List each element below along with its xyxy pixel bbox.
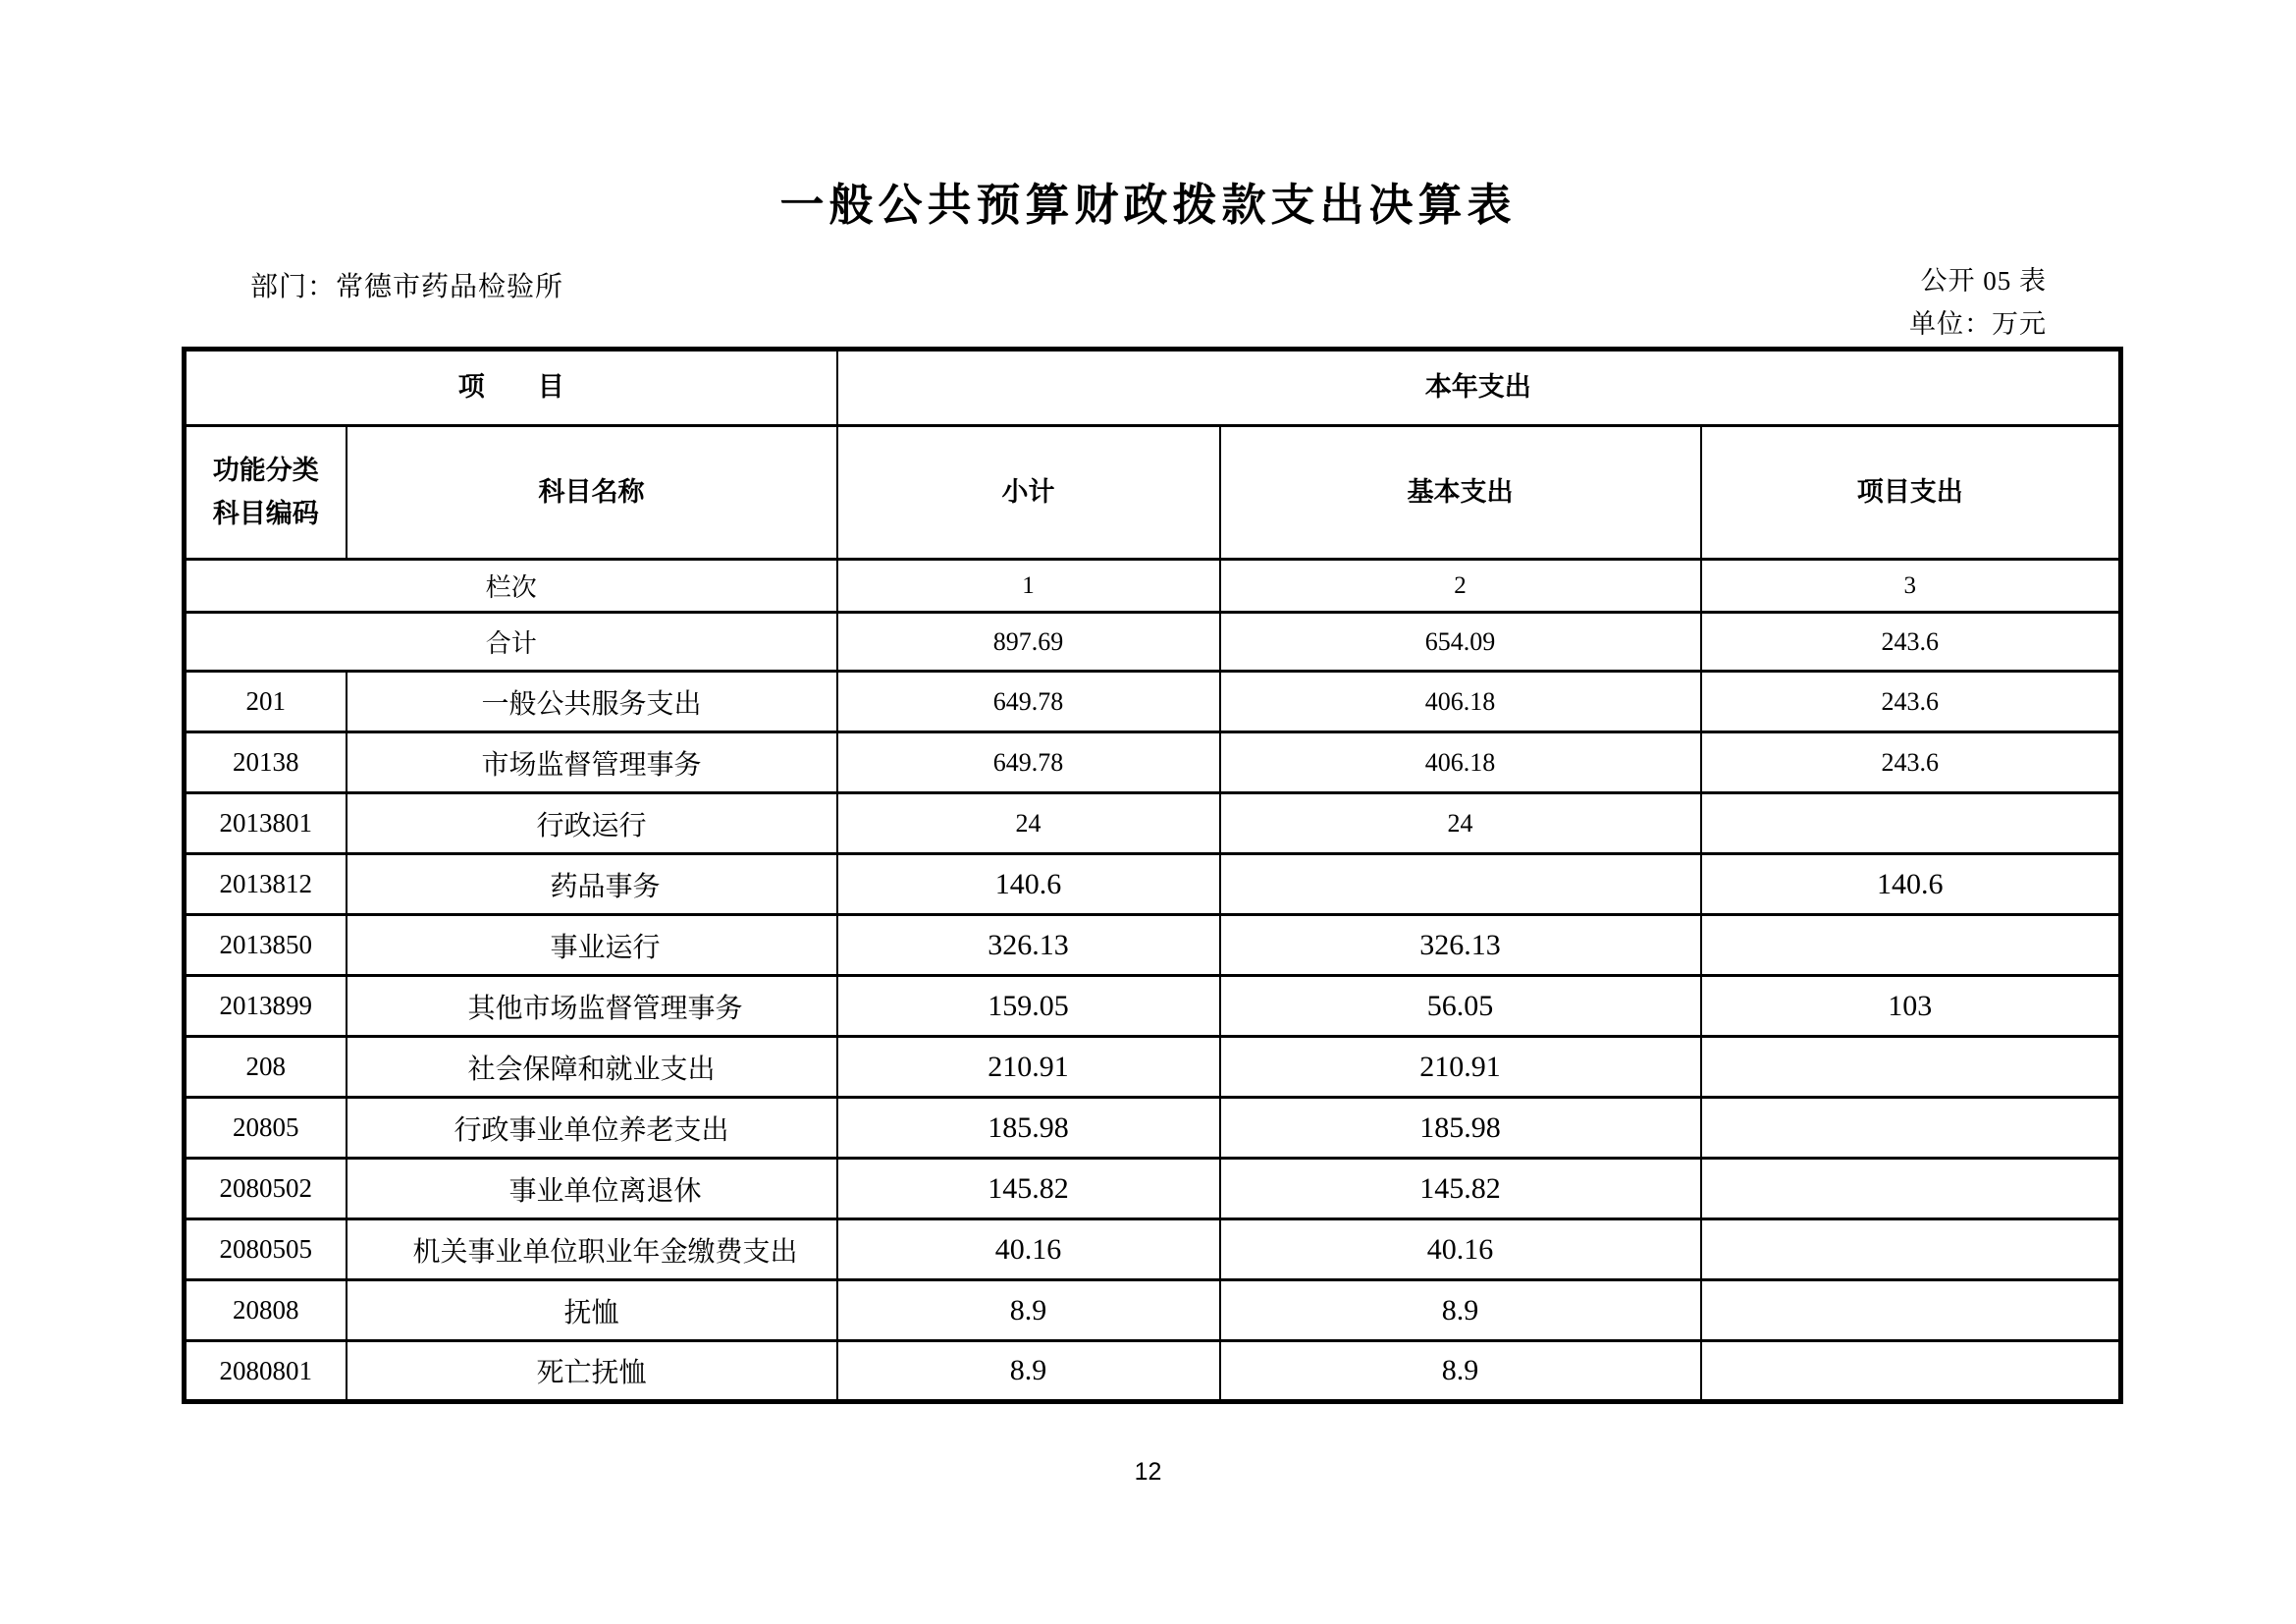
row-code: 2080505 <box>185 1219 347 1280</box>
row-code: 20805 <box>185 1098 347 1159</box>
col-header-subtotal: 小计 <box>837 426 1220 560</box>
cell-basic: 210.91 <box>1220 1037 1701 1098</box>
table-row <box>185 1280 2121 1341</box>
cell-project <box>1701 1098 2121 1159</box>
meta-right-block <box>1909 259 2047 346</box>
row-name: 药品事务 <box>347 854 837 915</box>
cell-basic: 145.82 <box>1220 1159 1701 1219</box>
row-name: 行政事业单位养老支出 <box>347 1098 837 1159</box>
total-subtotal: 897.69 <box>837 613 1220 672</box>
cell-subtotal: 8.9 <box>837 1280 1220 1341</box>
row-name: 市场监督管理事务 <box>347 732 837 793</box>
cell-project: 140.6 <box>1701 854 2121 915</box>
cell-basic: 8.9 <box>1220 1280 1701 1341</box>
row-name: 行政运行 <box>347 793 837 854</box>
table-row <box>185 976 2121 1037</box>
row-code: 20138 <box>185 732 347 793</box>
column-index-row <box>185 560 2121 613</box>
cell-subtotal: 210.91 <box>837 1037 1220 1098</box>
table-row <box>185 1159 2121 1219</box>
function-code-line1: 功能分类 <box>212 456 319 486</box>
table-row <box>185 915 2121 976</box>
table-code-label: 公开 05 表 <box>1920 266 2047 296</box>
table-row <box>185 1341 2121 1402</box>
cell-subtotal: 185.98 <box>837 1098 1220 1159</box>
row-name: 事业运行 <box>347 915 837 976</box>
row-name: 抚恤 <box>347 1280 837 1341</box>
cell-basic: 40.16 <box>1220 1219 1701 1280</box>
header-row-sub <box>185 426 2121 560</box>
cell-basic: 185.98 <box>1220 1098 1701 1159</box>
col-header-basic-expenditure: 基本支出 <box>1220 426 1701 560</box>
function-code-line2: 科目编码 <box>212 498 319 528</box>
budget-table <box>182 347 2123 1404</box>
table-row <box>185 1037 2121 1098</box>
cell-project <box>1701 1037 2121 1098</box>
cell-subtotal: 649.78 <box>837 672 1220 732</box>
col-header-current-year-expenditure: 本年支出 <box>837 350 2121 426</box>
cell-basic: 406.18 <box>1220 672 1701 732</box>
row-name: 其他市场监督管理事务 <box>347 976 837 1037</box>
cell-subtotal: 24 <box>837 793 1220 854</box>
row-code: 208 <box>185 1037 347 1098</box>
cell-project <box>1701 1280 2121 1341</box>
cell-subtotal: 326.13 <box>837 915 1220 976</box>
cell-basic: 56.05 <box>1220 976 1701 1037</box>
table-row <box>185 1098 2121 1159</box>
cell-basic: 24 <box>1220 793 1701 854</box>
cell-subtotal: 140.6 <box>837 854 1220 915</box>
row-code: 2013812 <box>185 854 347 915</box>
cell-project <box>1701 1341 2121 1402</box>
row-code: 2080801 <box>185 1341 347 1402</box>
row-code: 201 <box>185 672 347 732</box>
table-row <box>185 793 2121 854</box>
department-label: 部门：常德市药品检验所 <box>250 272 564 302</box>
cell-basic: 326.13 <box>1220 915 1701 976</box>
total-row <box>185 613 2121 672</box>
unit-label: 单位：万元 <box>1909 309 2047 339</box>
page-number: 12 <box>1134 1458 1162 1486</box>
total-project: 243.6 <box>1701 613 2121 672</box>
cell-basic: 406.18 <box>1220 732 1701 793</box>
cell-project: 103 <box>1701 976 2121 1037</box>
row-code: 20808 <box>185 1280 347 1341</box>
column-index-1: 1 <box>837 560 1220 613</box>
cell-subtotal: 159.05 <box>837 976 1220 1037</box>
cell-project <box>1701 915 2121 976</box>
cell-project: 243.6 <box>1701 672 2121 732</box>
row-code: 2080502 <box>185 1159 347 1219</box>
cell-project <box>1701 1159 2121 1219</box>
total-label: 合计 <box>185 613 837 672</box>
table-row <box>185 1219 2121 1280</box>
cell-project <box>1701 1219 2121 1280</box>
table-row <box>185 672 2121 732</box>
page-title: 一般公共预算财政拨款支出决算表 <box>779 180 1517 230</box>
cell-project <box>1701 793 2121 854</box>
row-name: 社会保障和就业支出 <box>347 1037 837 1098</box>
cell-basic <box>1220 854 1701 915</box>
cell-project: 243.6 <box>1701 732 2121 793</box>
row-name: 死亡抚恤 <box>347 1341 837 1402</box>
col-header-subject-name: 科目名称 <box>347 426 837 560</box>
row-name: 一般公共服务支出 <box>347 672 837 732</box>
row-name: 机关事业单位职业年金缴费支出 <box>347 1219 837 1280</box>
column-index-2: 2 <box>1220 560 1701 613</box>
row-name: 事业单位离退休 <box>347 1159 837 1219</box>
col-header-function-code <box>185 426 347 560</box>
column-index-label: 栏次 <box>185 560 837 613</box>
total-basic: 654.09 <box>1220 613 1701 672</box>
cell-subtotal: 40.16 <box>837 1219 1220 1280</box>
row-code: 2013850 <box>185 915 347 976</box>
table-row <box>185 732 2121 793</box>
cell-basic: 8.9 <box>1220 1341 1701 1402</box>
cell-subtotal: 145.82 <box>837 1159 1220 1219</box>
column-index-3: 3 <box>1701 560 2121 613</box>
cell-subtotal: 649.78 <box>837 732 1220 793</box>
header-row-top <box>185 350 2121 426</box>
col-header-project: 项 目 <box>185 350 837 426</box>
row-code: 2013899 <box>185 976 347 1037</box>
col-header-project-expenditure: 项目支出 <box>1701 426 2121 560</box>
cell-subtotal: 8.9 <box>837 1341 1220 1402</box>
table-row <box>185 854 2121 915</box>
row-code: 2013801 <box>185 793 347 854</box>
